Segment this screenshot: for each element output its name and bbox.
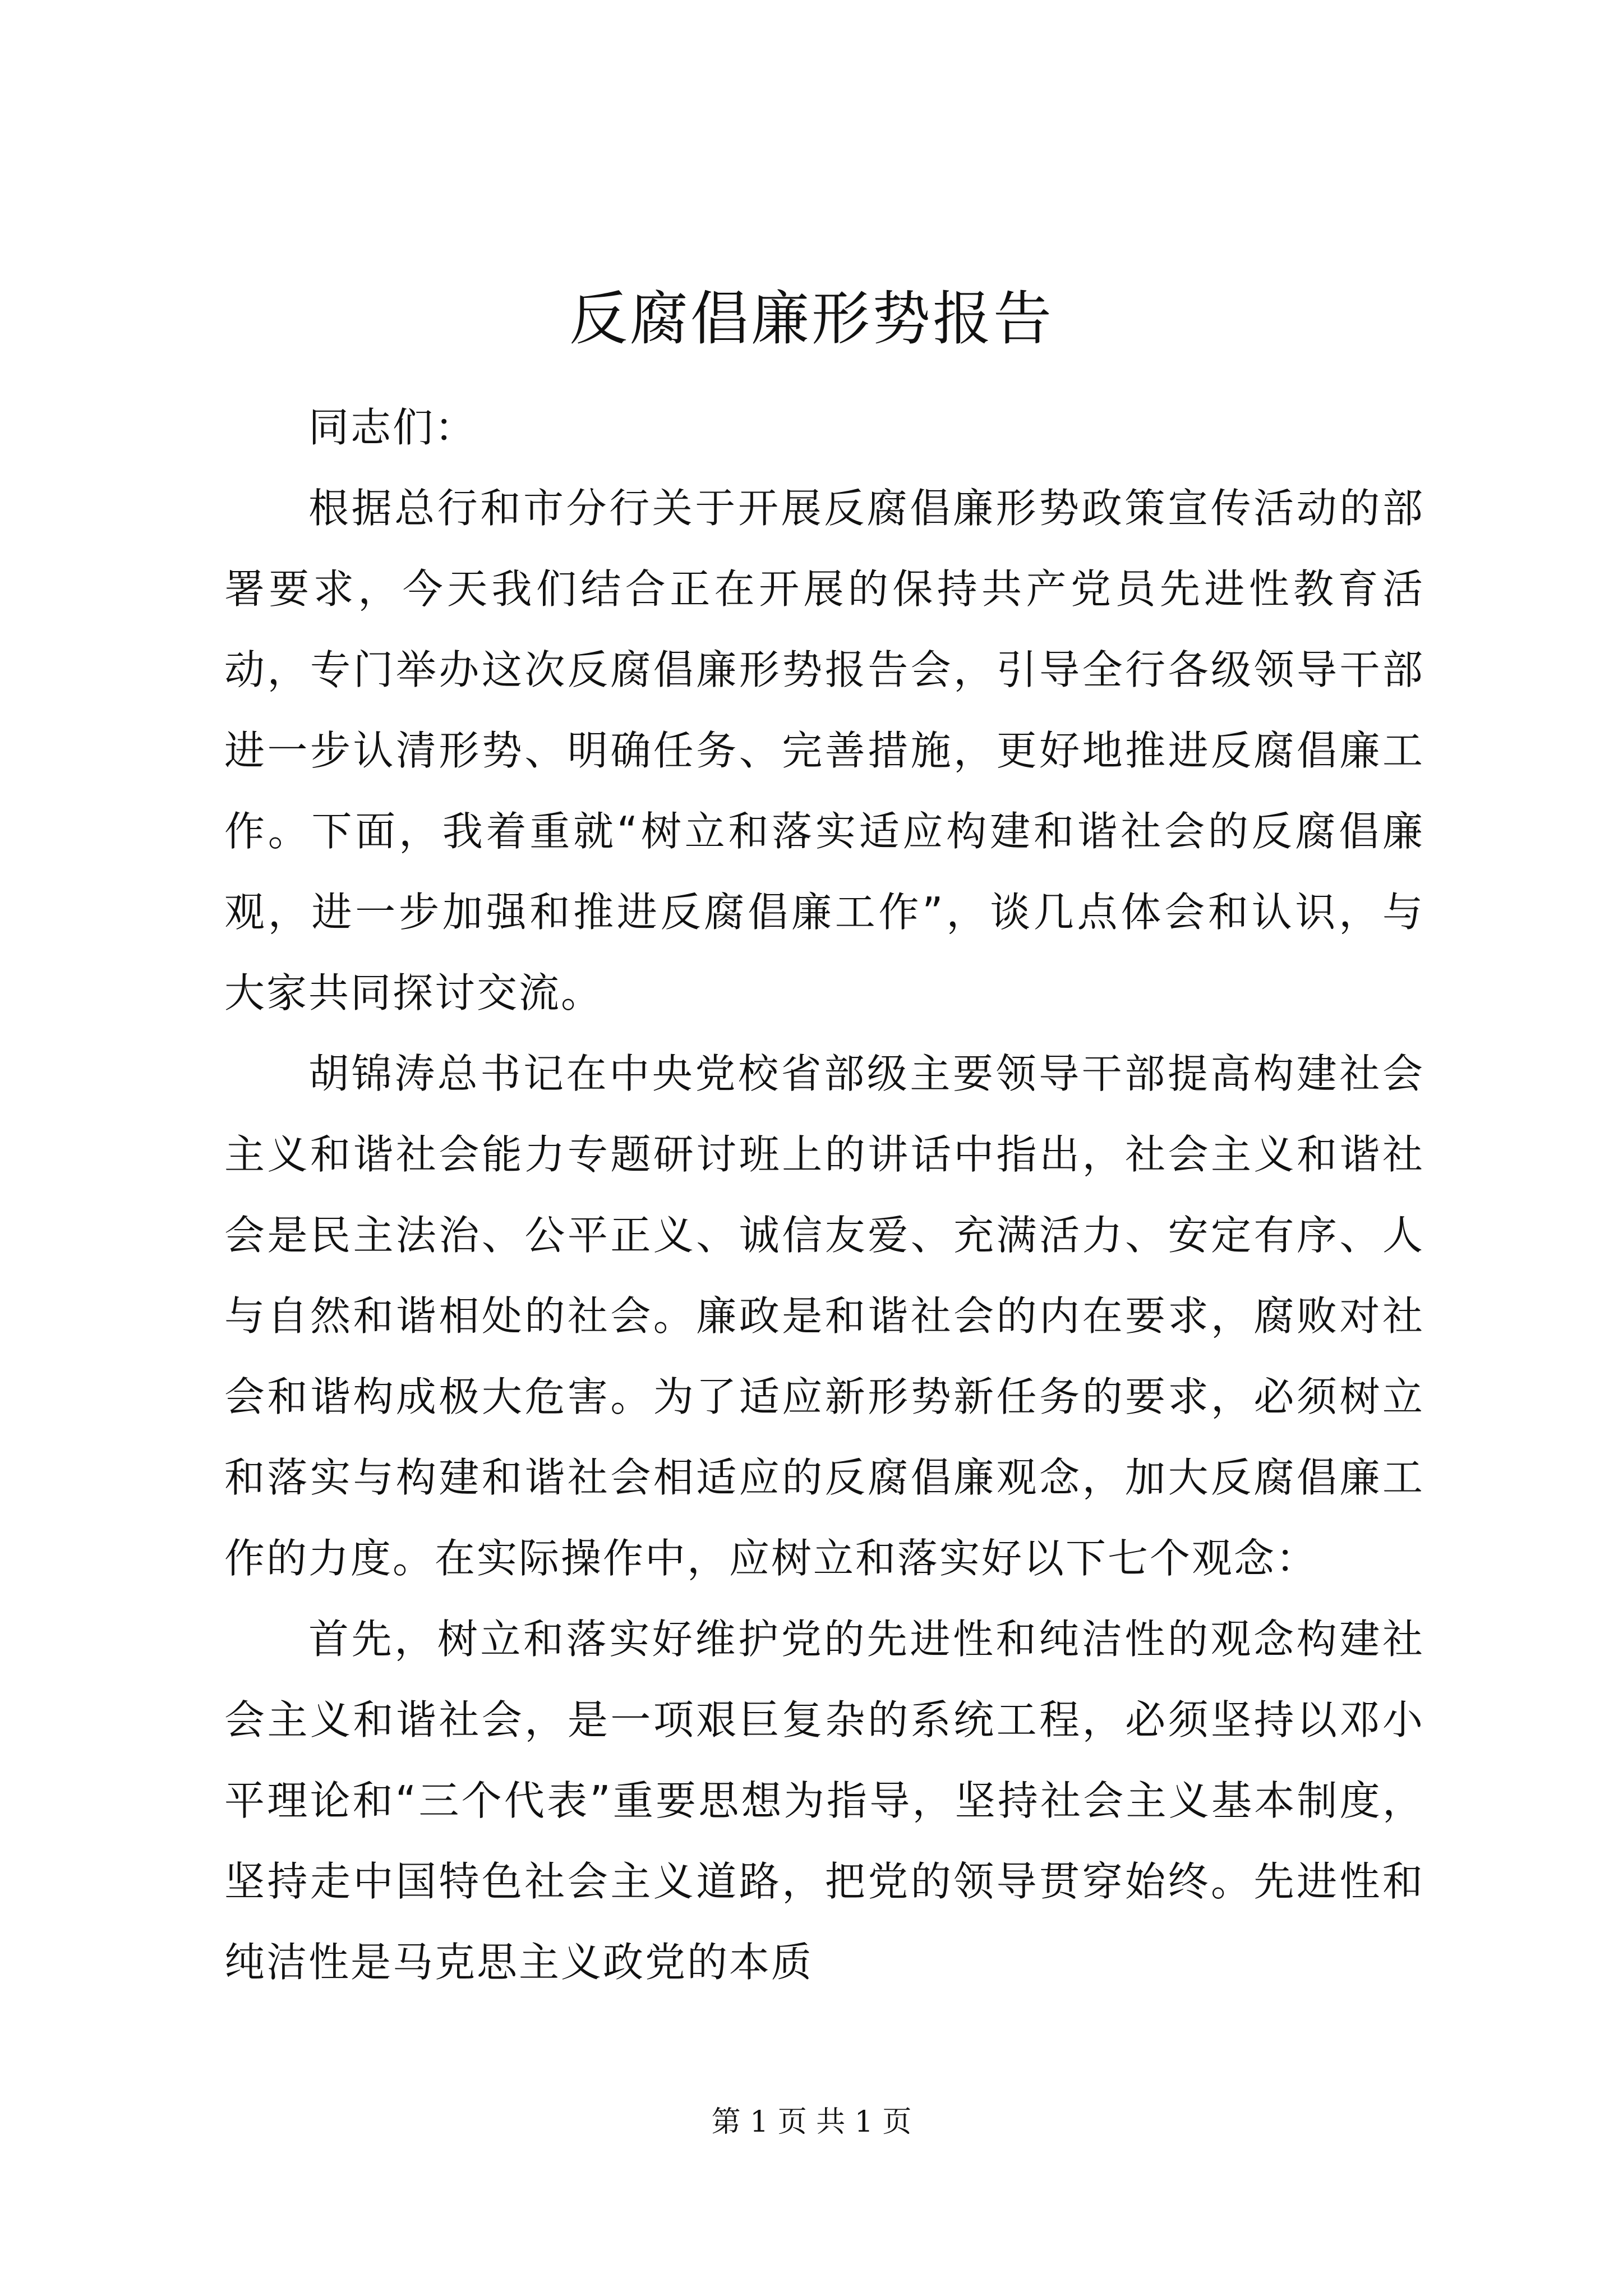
page-footer: 第 1 页 共 1 页 [711,2105,912,2139]
salutation: 同志们： [308,404,477,451]
paragraph-harmonious-society: 胡锦涛总书记在中央党校省部级主要领导干部提高构建社会主义和谐社会能力专题研讨班上的讲话中指出，社会主义和谐社会是民主法治、公平正义、诚信友爱、充满活力、安定有序、人与自然和谐相处的社会。廉政是和谐社会的内在要求，腐败对社会和谐构成极大危害。为了适应新形势新任务的要求，必须树立和落实与构建和谐社会相适应的反腐倡廉观念，加大反腐倡廉工作的力度。在实际操作中，应树立和落实好以下七个观念： [224,1050,1424,1582]
paragraph-first-concept: 首先，树立和落实好维护党的先进性和纯洁性的观念构建社会主义和谐社会，是一项艰巨复杂的系统工程，必须坚持以邓小平理论和“三个代表”重要思想为指导，坚持社会主义基本制度，坚持走中国特色社会主义道路，把党的领导贯穿始终。先进性和纯洁性是马克思主义政党的本质 [224,1616,1424,1986]
document-body [224,387,1424,2003]
document-title: 反腐倡廉形势报告 [569,284,1054,353]
paragraph-intro: 根据总行和市分行关于开展反腐倡廉形势政策宣传活动的部署要求，今天我们结合正在开展的保持共产党员先进性教育活动，专门举办这次反腐倡廉形势报告会，引导全行各级领导干部进一步认清形势、明确任务、完善措施，更好地推进反腐倡廉工作。下面，我着重就“树立和落实适应构建和谐社会的反腐倡廉观，进一步加强和推进反腐倡廉工作”，谈几点体会和认识，与大家共同探讨交流。 [224,485,1424,1016]
